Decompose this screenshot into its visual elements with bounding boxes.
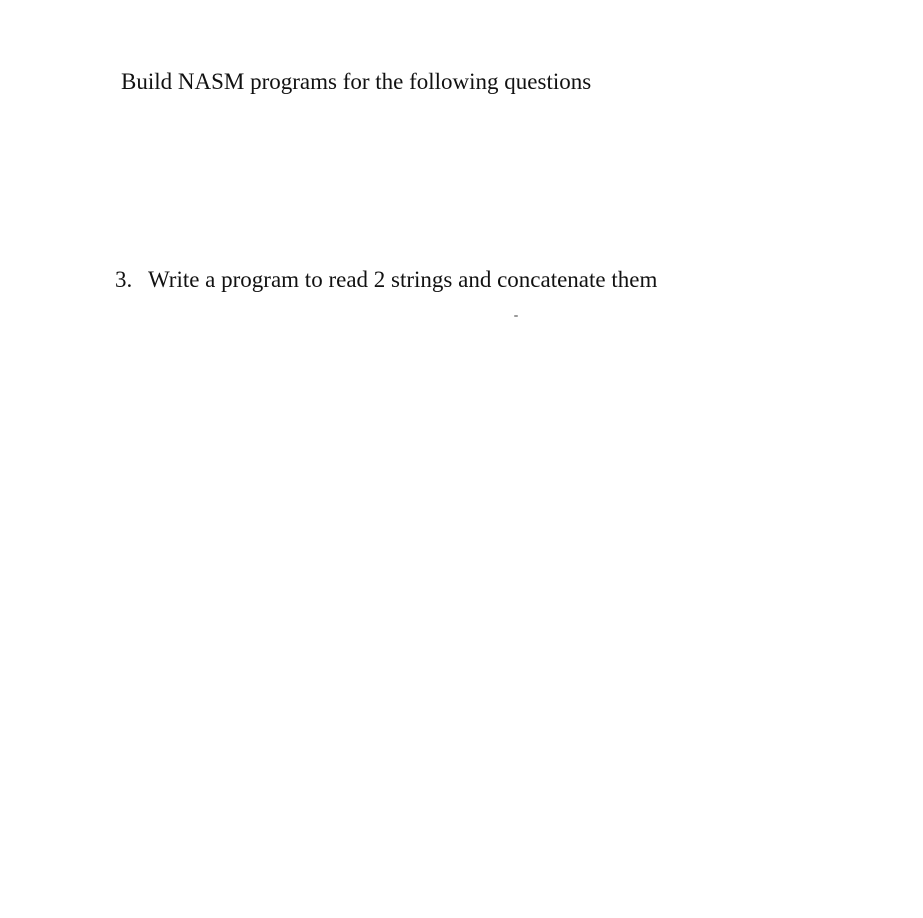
- document-heading: Build NASM programs for the following questions: [121, 69, 592, 94]
- question-text: Write a program to read 2 strings and concatenate them: [148, 267, 658, 292]
- scan-speck: [514, 315, 518, 317]
- question-number: 3.: [115, 267, 133, 292]
- question-item: [115, 264, 657, 296]
